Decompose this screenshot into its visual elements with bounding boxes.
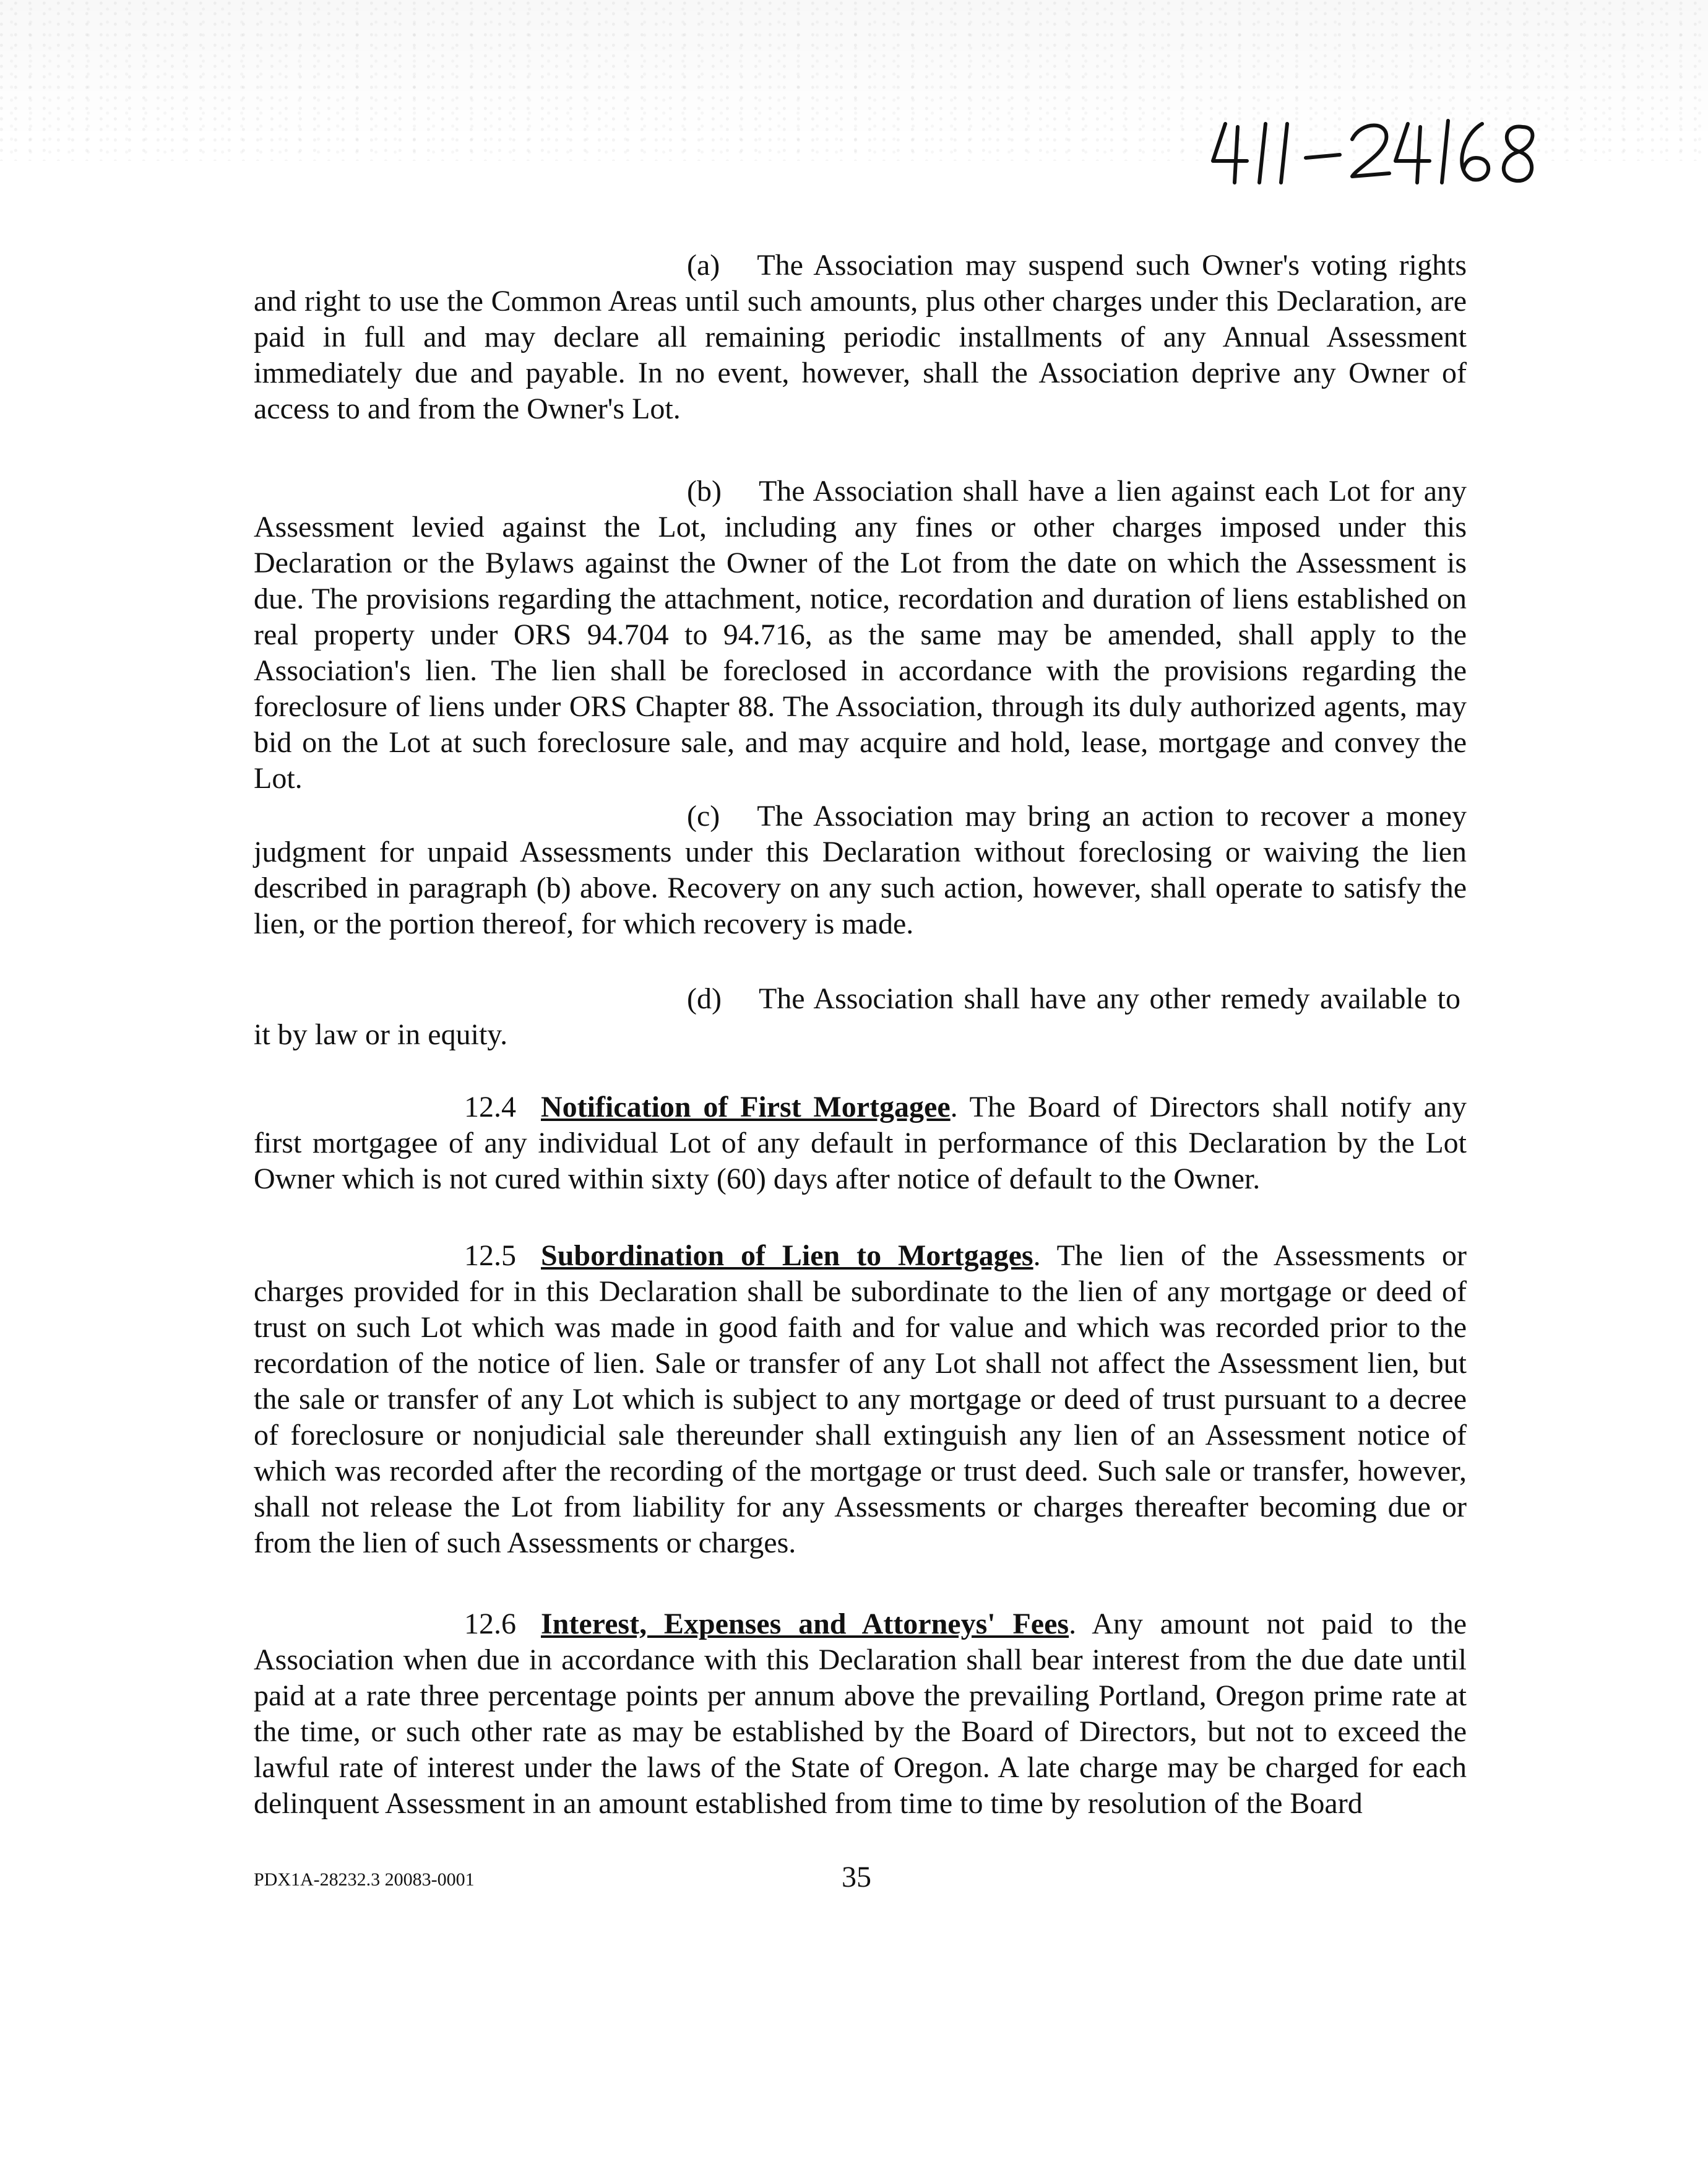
section-number: 12.5 bbox=[464, 1239, 516, 1272]
section-number: 12.4 bbox=[464, 1091, 516, 1123]
paragraph-a bbox=[254, 248, 1467, 427]
paragraph-c bbox=[254, 799, 1467, 942]
page-number: 35 bbox=[842, 1861, 871, 1893]
paragraph-text: The Association shall have any other remedy available to it by law or in equity. bbox=[254, 982, 1460, 1051]
section-12-6 bbox=[254, 1606, 1467, 1822]
paragraph-label: (c) bbox=[687, 800, 720, 833]
handwritten-annotation bbox=[1201, 99, 1547, 192]
paragraph-label: (b) bbox=[687, 475, 722, 508]
paragraph-label: (a) bbox=[687, 249, 720, 282]
section-heading: Interest, Expenses and Attorneys' Fees bbox=[541, 1608, 1069, 1640]
section-text: . The lien of the Assessments or charges provided for in this Declaration shall be subordinate to the lien of any mortgage or deed of trust on such Lot which was made in good faith and for value and which was recorded prior to the recordation of the notice of lien. Sale or transfer of any Lot shall not affect the Assessment lien, but the sale or transfer of any Lot which is subject to any mortgage or deed of trust pursuant to a decree of foreclosure or nonjudicial sale thereunder shall extinguish any lien of an Assessment notice of which was recorded after the recording of the mortgage or trust deed. Such sale or transfer, however, shall not release the Lot from liability for any Assessments or charges thereafter becoming due or from the lien of such Assessments or charges. bbox=[254, 1239, 1467, 1559]
paragraph-label: (d) bbox=[687, 982, 722, 1015]
section-heading: Notification of First Mortgagee bbox=[541, 1091, 951, 1123]
footer-document-id: PDX1A-28232.3 20083-0001 bbox=[254, 1869, 475, 1890]
section-12-5 bbox=[254, 1238, 1467, 1561]
paragraph-text: The Association shall have a lien against each Lot for any Assessment levied against the Lot, including any fines or other charges imposed under this Declaration or the Bylaws against the Owner of the Lot from the date on which the Assessment is due. The provisions regarding the attachment, notice, recordation and duration of liens established on real property under ORS 94.704 to 94.716, as the same may be amended, shall apply to the Association's lien. The lien shall be foreclosed in accordance with the provisions regarding the foreclosure of liens under ORS Chapter 88. The Association, through its duly authorized agents, may bid on the Lot at such foreclosure sale, and may acquire and hold, lease, mortgage and convey the Lot. bbox=[254, 475, 1467, 795]
section-heading: Subordination of Lien to Mortgages bbox=[541, 1239, 1033, 1272]
paragraph-text: The Association may bring an action to recover a money judgment for unpaid Assessments under this Declaration without foreclosing or waiving the lien described in paragraph (b) above. Recovery on any such action, however, shall operate to satisfy the lien, or the portion thereof, for which recovery is made. bbox=[254, 800, 1467, 940]
section-number: 12.6 bbox=[464, 1608, 516, 1640]
paragraph-d bbox=[254, 981, 1460, 1053]
section-text: . The Board of Directors shall notify any first mortgagee of any individual Lot of any default in performance of this Declaration by the Lot Owner which is not cured within sixty (60) days after notice of default to the Owner. bbox=[254, 1091, 1467, 1195]
section-text: . Any amount not paid to the Association when due in accordance with this Declaration shall bear interest from the due date until paid at a rate three percentage points per annum above the prevailing Portland, Oregon prime rate at the time, or such other rate as may be established by the Board of Directors, but not to exceed the lawful rate of interest under the laws of the State of Oregon. A late charge may be charged for each delinquent Assessment in an amount established from time to time by resolution of the Board bbox=[254, 1608, 1467, 1820]
paragraph-b bbox=[254, 474, 1467, 797]
paragraph-text: The Association may suspend such Owner's voting rights and right to use the Common Areas until such amounts, plus other charges under this Declaration, are paid in full and may declare all remaining periodic installments of any Annual Assessment immediately due and payable. In no event, however, shall the Association deprive any Owner of access to and from the Owner's Lot. bbox=[254, 249, 1467, 425]
section-12-4 bbox=[254, 1089, 1467, 1197]
